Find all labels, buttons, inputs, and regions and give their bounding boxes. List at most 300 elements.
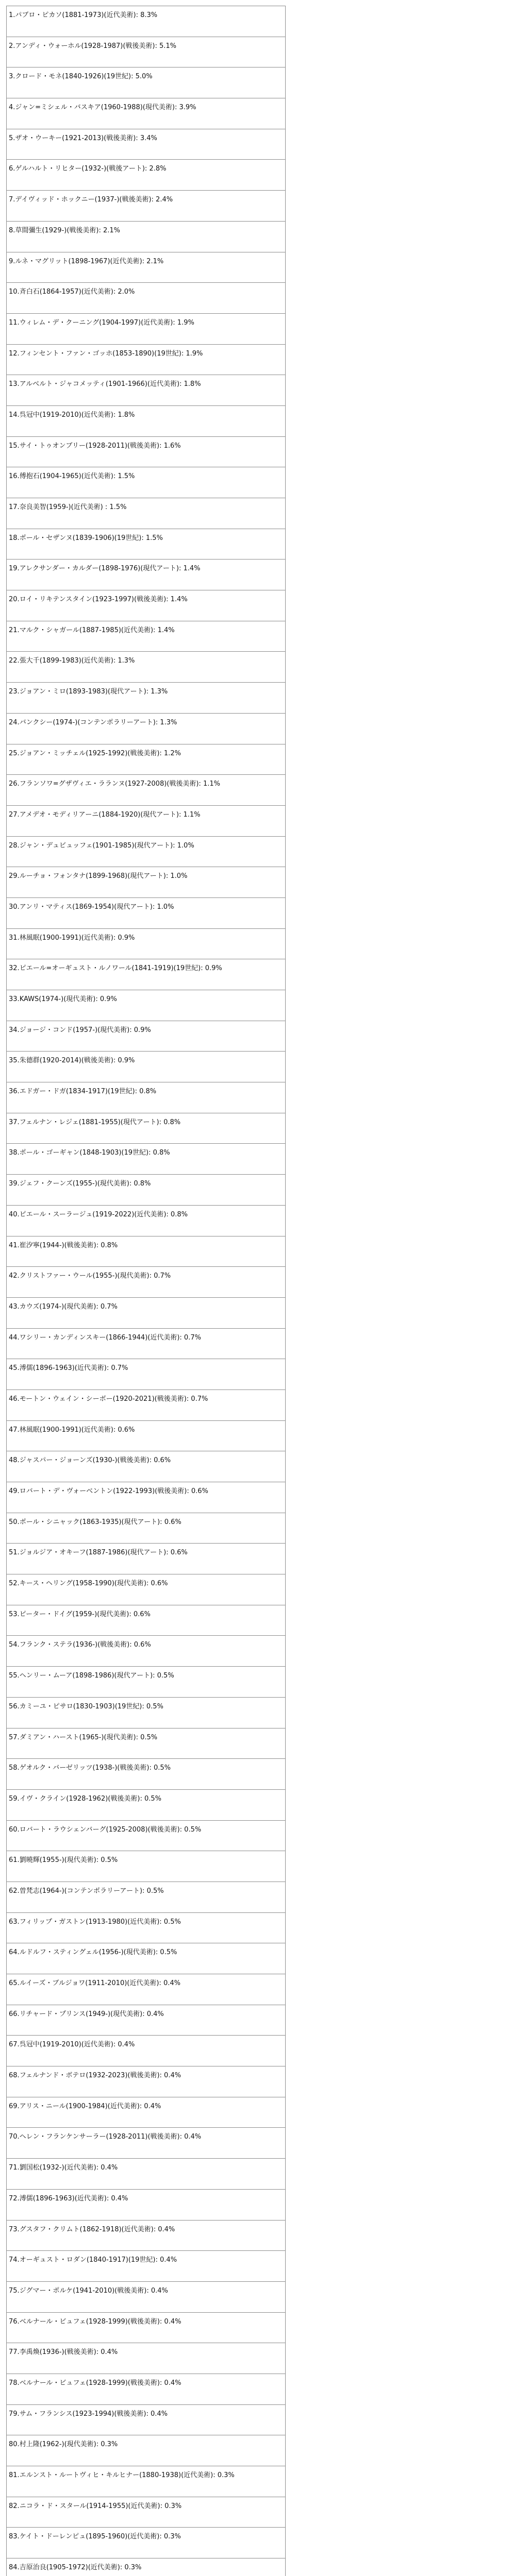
- ranking-row: [7, 467, 285, 498]
- ranking-row: [7, 1082, 285, 1113]
- rank-separator: .: [17, 1241, 20, 1249]
- rank-separator: .: [17, 1518, 20, 1526]
- rank-separator: .: [17, 2133, 20, 2141]
- rank-number: 11: [9, 318, 18, 327]
- rank-number: 62: [9, 1887, 18, 1895]
- rank-number: 12: [9, 349, 18, 358]
- artist-entry-text: アルベルト・ジャコメッティ(1901-1966)(近代美術): 1.8%: [19, 380, 201, 388]
- rank-separator: .: [17, 2441, 20, 2449]
- rank-number: 5: [9, 134, 13, 142]
- ranking-row: [7, 1636, 285, 1667]
- ranking-row: [7, 1667, 285, 1698]
- ranking-row: [7, 1329, 285, 1360]
- ranking-row: [7, 1021, 285, 1052]
- rank-number: 42: [9, 1272, 18, 1280]
- rank-number: 78: [9, 2379, 18, 2387]
- rank-separator: .: [13, 165, 15, 173]
- rank-separator: .: [17, 2072, 20, 2080]
- artist-entry-text: フェルナンド・ボテロ(1932-2023)(戦後美術): 0.4%: [19, 2072, 182, 2080]
- artist-entry-text: ジャン・デュビュッフェ(1901-1985)(現代アート): 1.0%: [19, 841, 194, 850]
- ranking-row: [7, 2190, 285, 2221]
- artist-entry-text: フランク・ステラ(1936-)(戦後美術): 0.6%: [19, 1641, 151, 1649]
- rank-number: 50: [9, 1518, 18, 1526]
- artist-entry-text: オーギュスト・ロダン(1840-1917)(19世紀): 0.4%: [19, 2256, 177, 2264]
- artist-entry-text: クロード・モネ(1840-1926)(19世紀): 5.0%: [15, 73, 153, 81]
- artist-entry-text: ピエール=オーギュスト・ルノワール(1841-1919)(19世紀): 0.9%: [19, 964, 222, 973]
- artist-entry-text: ピエール・スーラージュ(1919-2022)(近代美術): 0.8%: [19, 1210, 188, 1218]
- artist-entry-text: 奈良美智(1959-)(近代美術) : 1.5%: [19, 503, 127, 511]
- rank-separator: .: [17, 2010, 20, 2018]
- ranking-row: [7, 129, 285, 160]
- rank-separator: .: [17, 2102, 20, 2110]
- ranking-row: [7, 560, 285, 590]
- rank-number: 3: [9, 73, 13, 81]
- rank-number: 27: [9, 810, 18, 819]
- ranking-row: [7, 1482, 285, 1513]
- ranking-row: [7, 1267, 285, 1298]
- artist-entry-text: ヘレン・フランケンサーラー(1928-2011)(戦後美術): 0.4%: [19, 2133, 202, 2141]
- rank-number: 56: [9, 1702, 18, 1710]
- ranking-row: [7, 683, 285, 714]
- ranking-row: [7, 2313, 285, 2344]
- rank-number: 37: [9, 1118, 18, 1126]
- ranking-row: [7, 2497, 285, 2528]
- rank-separator: .: [13, 73, 15, 81]
- rank-separator: .: [17, 1610, 20, 1618]
- rank-separator: .: [17, 534, 20, 542]
- artist-entry-text: パブロ・ピカソ(1881-1973)(近代美術): 8.3%: [15, 11, 158, 19]
- rank-separator: .: [17, 934, 20, 942]
- ranking-row: [7, 990, 285, 1021]
- artist-entry-text: 呉冠中(1919-2010)(近代美術): 0.4%: [19, 2041, 135, 2049]
- rank-number: 31: [9, 934, 18, 942]
- artist-entry-text: ジョルジア・オキーフ(1887-1986)(現代アート): 0.6%: [19, 1549, 188, 1557]
- ranking-row: [7, 375, 285, 406]
- rank-separator: .: [17, 1918, 20, 1926]
- rank-number: 66: [9, 2010, 18, 2018]
- rank-separator: .: [17, 1272, 20, 1280]
- artist-entry-text: フランソワ=グザヴィエ・ラランヌ(1927-2008)(戦後美術): 1.1%: [19, 780, 220, 788]
- rank-separator: .: [17, 2317, 20, 2326]
- rank-separator: .: [17, 1487, 20, 1495]
- artist-entry-text: リチャード・プリンス(1949-)(現代美術): 0.4%: [19, 2010, 164, 2018]
- ranking-row: [7, 1759, 285, 1790]
- artist-entry-text: ニコラ・ド・スタール(1914-1955)(近代美術): 0.3%: [19, 2502, 182, 2510]
- ranking-row: [7, 2558, 285, 2576]
- ranking-row: [7, 959, 285, 990]
- rank-separator: .: [17, 288, 20, 296]
- rank-separator: .: [17, 688, 20, 696]
- artist-entry-text: モートン・ウェイン・シーボー(1920-2021)(戦後美術): 0.7%: [19, 1395, 208, 1403]
- rank-number: 13: [9, 380, 18, 388]
- rank-number: 80: [9, 2441, 18, 2449]
- ranking-row: [7, 1882, 285, 1913]
- rank-separator: .: [17, 2348, 20, 2357]
- rank-separator: .: [17, 718, 20, 726]
- artist-entry-text: アリス・ニール(1900-1984)(近代美術): 0.4%: [19, 2102, 161, 2110]
- rank-separator: .: [13, 134, 15, 142]
- rank-separator: .: [17, 1026, 20, 1034]
- artist-entry-text: ジグマー・ポルケ(1941-2010)(戦後美術): 0.4%: [19, 2286, 168, 2295]
- artist-entry-text: キース・ヘリング(1958-1990)(現代美術): 0.6%: [19, 1580, 168, 1588]
- rank-separator: .: [17, 1794, 20, 1803]
- rank-number: 43: [9, 1302, 18, 1311]
- ranking-row: [7, 837, 285, 868]
- rank-separator: .: [17, 1856, 20, 1865]
- ranking-row: [7, 37, 285, 68]
- rank-number: 44: [9, 1333, 18, 1342]
- rank-number: 41: [9, 1241, 18, 1249]
- rank-number: 4: [9, 104, 13, 112]
- rank-number: 59: [9, 1794, 18, 1803]
- ranking-row: [7, 1851, 285, 1882]
- rank-separator: .: [17, 1364, 20, 1372]
- artist-entry-text: アレクサンダー・カルダー(1898-1976)(現代アート): 1.4%: [19, 565, 201, 573]
- ranking-row: [7, 1052, 285, 1082]
- rank-number: 55: [9, 1672, 18, 1680]
- rank-number: 20: [9, 596, 18, 604]
- rank-separator: .: [17, 2471, 20, 2479]
- ranking-row: [7, 1359, 285, 1390]
- rank-separator: .: [17, 472, 20, 481]
- rank-number: 70: [9, 2133, 18, 2141]
- rank-separator: .: [17, 657, 20, 665]
- rank-separator: .: [17, 1825, 20, 1834]
- rank-number: 69: [9, 2102, 18, 2110]
- artist-entry-text: ゲオルク・バーゼリッツ(1938-)(戦後美術): 0.5%: [19, 1764, 171, 1772]
- ranking-row: [7, 1790, 285, 1821]
- artist-entry-text: カミーユ・ピサロ(1830-1903)(19世紀): 0.5%: [19, 1702, 163, 1710]
- artist-entry-text: フェルナン・レジェ(1881-1955)(現代アート): 0.8%: [19, 1118, 181, 1126]
- rank-number: 23: [9, 688, 18, 696]
- rank-number: 8: [9, 226, 13, 234]
- ranking-row: [7, 498, 285, 529]
- ranking-row: [7, 345, 285, 376]
- artist-entry-text: エルンスト・ルートヴィヒ・キルヒナー(1880-1938)(近代美術): 0.3%: [19, 2471, 235, 2479]
- ranking-row: [7, 775, 285, 806]
- rank-separator: .: [17, 2041, 20, 2049]
- rank-separator: .: [17, 810, 20, 819]
- rank-separator: .: [13, 104, 15, 112]
- ranking-row: [7, 529, 285, 560]
- ranking-row: [7, 2005, 285, 2036]
- ranking-row: [7, 1144, 285, 1175]
- ranking-row: [7, 1821, 285, 1852]
- artist-entry-text: カウズ(1974-)(現代美術): 0.7%: [19, 1302, 118, 1311]
- rank-number: 71: [9, 2164, 18, 2172]
- rank-separator: .: [17, 596, 20, 604]
- artist-entry-text: 斉白石(1864-1957)(近代美術): 2.0%: [19, 288, 135, 296]
- ranking-row: [7, 1974, 285, 2005]
- rank-separator: .: [17, 749, 20, 757]
- artist-entry-text: ワシリー・カンディンスキー(1866-1944)(近代美術): 0.7%: [19, 1333, 201, 1342]
- rank-number: 6: [9, 165, 13, 173]
- rank-number: 52: [9, 1580, 18, 1588]
- rank-separator: .: [17, 1733, 20, 1741]
- ranking-row: [7, 652, 285, 683]
- ranking-row: [7, 1113, 285, 1144]
- ranking-row: [7, 898, 285, 929]
- artist-ranking-list: [6, 6, 286, 2576]
- ranking-row: [7, 2159, 285, 2190]
- rank-number: 30: [9, 903, 18, 911]
- rank-number: 58: [9, 1764, 18, 1772]
- ranking-row: [7, 1698, 285, 1728]
- ranking-row: [7, 2282, 285, 2313]
- ranking-row: [7, 806, 285, 837]
- rank-separator: .: [17, 1549, 20, 1557]
- rank-separator: .: [17, 1580, 20, 1588]
- ranking-row: [7, 2343, 285, 2374]
- ranking-row: [7, 1513, 285, 1544]
- rank-number: 19: [9, 565, 18, 573]
- rank-separator: .: [17, 565, 20, 573]
- ranking-row: [7, 314, 285, 345]
- rank-number: 7: [9, 196, 13, 204]
- artist-entry-text: 傅抱石(1904-1965)(近代美術): 1.5%: [19, 472, 135, 481]
- rank-separator: .: [13, 42, 15, 50]
- rank-number: 68: [9, 2072, 18, 2080]
- rank-number: 1: [9, 11, 13, 19]
- rank-separator: .: [17, 1395, 20, 1403]
- rank-separator: .: [17, 1180, 20, 1188]
- rank-number: 25: [9, 749, 18, 757]
- rank-number: 47: [9, 1426, 18, 1434]
- rank-separator: .: [17, 1979, 20, 1987]
- artist-entry-text: 草間彌生(1929-)(戦後美術): 2.1%: [15, 226, 121, 234]
- rank-number: 83: [9, 2533, 18, 2541]
- rank-separator: .: [17, 995, 20, 1003]
- ranking-row: [7, 1451, 285, 1482]
- rank-number: 73: [9, 2225, 18, 2233]
- artist-entry-text: ルネ・マグリット(1898-1967)(近代美術): 2.1%: [15, 257, 164, 265]
- ranking-row: [7, 590, 285, 621]
- rank-separator: .: [17, 964, 20, 973]
- artist-entry-text: ウィレム・デ・クーニング(1904-1997)(近代美術): 1.9%: [19, 318, 194, 327]
- artist-entry-text: 曽梵志(1964-)(コンテンポラリーアート): 0.5%: [19, 1887, 164, 1895]
- artist-entry-text: ロバート・ラウシェンバーグ(1925-2008)(戦後美術): 0.5%: [19, 1825, 202, 1834]
- ranking-row: [7, 1574, 285, 1605]
- artist-entry-text: 崔汐寧(1944-)(戦後美術): 0.8%: [19, 1241, 118, 1249]
- rank-separator: .: [17, 841, 20, 850]
- rank-number: 29: [9, 872, 18, 880]
- rank-number: 84: [9, 2564, 18, 2572]
- artist-entry-text: 劉曉輝(1955-)(現代美術): 0.5%: [19, 1856, 118, 1865]
- rank-number: 16: [9, 472, 18, 481]
- artist-entry-text: 村上隆(1962-)(現代美術): 0.3%: [19, 2441, 118, 2449]
- artist-entry-text: 林風眠(1900-1991)(近代美術): 0.9%: [19, 934, 135, 942]
- artist-entry-text: 李禹煥(1936-)(戦後美術): 0.4%: [19, 2348, 118, 2357]
- ranking-row: [7, 98, 285, 129]
- rank-number: 38: [9, 1149, 18, 1157]
- rank-separator: .: [17, 626, 20, 634]
- rank-number: 46: [9, 1395, 18, 1403]
- ranking-row: [7, 2128, 285, 2159]
- artist-entry-text: フィリップ・ガストン(1913-1980)(近代美術): 0.5%: [19, 1918, 181, 1926]
- rank-number: 40: [9, 1210, 18, 1218]
- rank-number: 35: [9, 1057, 18, 1065]
- artist-entry-text: ジョアン・ミロ(1893-1983)(現代アート): 1.3%: [19, 688, 168, 696]
- rank-separator: .: [17, 1210, 20, 1218]
- rank-number: 79: [9, 2410, 18, 2418]
- artist-entry-text: ジョアン・ミッチェル(1925-1992)(戦後美術): 1.2%: [19, 749, 181, 757]
- rank-separator: .: [13, 196, 15, 204]
- rank-separator: .: [17, 2225, 20, 2233]
- ranking-row: [7, 160, 285, 191]
- artist-entry-text: クリストファー・ウール(1955-)(現代美術): 0.7%: [19, 1272, 171, 1280]
- ranking-row: [7, 1913, 285, 1944]
- ranking-row: [7, 929, 285, 960]
- rank-number: 49: [9, 1487, 18, 1495]
- rank-number: 17: [9, 503, 18, 511]
- ranking-row: [7, 2435, 285, 2466]
- rank-separator: .: [17, 903, 20, 911]
- ranking-row: [7, 1544, 285, 1574]
- rank-separator: .: [17, 1118, 20, 1126]
- rank-number: 75: [9, 2286, 18, 2295]
- artist-entry-text: 溥儒(1896-1963)(近代美術): 0.4%: [19, 2194, 128, 2202]
- artist-entry-text: ルドルフ・スティングェル(1956-)(現代美術): 0.5%: [19, 1948, 177, 1957]
- rank-number: 77: [9, 2348, 18, 2357]
- rank-separator: .: [17, 503, 20, 511]
- ranking-row: [7, 1421, 285, 1452]
- artist-entry-text: ゲルハルト・リヒター(1932-)(戦後アート): 2.8%: [15, 165, 167, 173]
- rank-number: 45: [9, 1364, 18, 1372]
- artist-entry-text: ジャスパー・ジョーンズ(1930-)(戦後美術): 0.6%: [19, 1456, 171, 1465]
- rank-separator: .: [17, 872, 20, 880]
- ranking-row: [7, 191, 285, 222]
- rank-separator: .: [17, 2286, 20, 2295]
- rank-number: 2: [9, 42, 13, 50]
- artist-entry-text: ポール・シニャック(1863-1935)(現代アート): 0.6%: [19, 1518, 182, 1526]
- artist-entry-text: ポール・セザンヌ(1839-1906)(19世紀): 1.5%: [19, 534, 163, 542]
- rank-number: 39: [9, 1180, 18, 1188]
- rank-number: 81: [9, 2471, 18, 2479]
- rank-number: 82: [9, 2502, 18, 2510]
- ranking-row: [7, 2466, 285, 2497]
- rank-number: 57: [9, 1733, 18, 1741]
- ranking-row: [7, 1605, 285, 1636]
- artist-entry-text: アンリ・マティス(1869-1954)(現代アート): 1.0%: [19, 903, 174, 911]
- rank-number: 64: [9, 1948, 18, 1957]
- rank-separator: .: [17, 2164, 20, 2172]
- rank-separator: .: [17, 1672, 20, 1680]
- ranking-row: [7, 621, 285, 652]
- rank-separator: .: [17, 2194, 20, 2202]
- rank-number: 65: [9, 1979, 18, 1987]
- rank-number: 14: [9, 411, 18, 419]
- rank-separator: .: [17, 1456, 20, 1465]
- ranking-row: [7, 2036, 285, 2066]
- artist-entry-text: ルーチョ・フォンタナ(1899-1968)(現代アート): 1.0%: [19, 872, 188, 880]
- rank-separator: .: [17, 349, 20, 358]
- artist-entry-text: ロイ・リキテンスタイン(1923-1997)(戦後美術): 1.4%: [19, 596, 188, 604]
- artist-entry-text: サム・フランシス(1923-1994)(戦後美術): 0.4%: [19, 2410, 168, 2418]
- rank-separator: .: [17, 2256, 20, 2264]
- rank-number: 15: [9, 442, 18, 450]
- rank-number: 74: [9, 2256, 18, 2264]
- ranking-row: [7, 1298, 285, 1329]
- ranking-row: [7, 437, 285, 468]
- ranking-row: [7, 67, 285, 98]
- artist-entry-text: ベルナール・ビュフェ(1928-1999)(戦後美術): 0.4%: [19, 2317, 182, 2326]
- rank-separator: .: [17, 2502, 20, 2510]
- ranking-row: [7, 1390, 285, 1421]
- rank-number: 61: [9, 1856, 18, 1865]
- ranking-row: [7, 283, 285, 314]
- rank-separator: .: [17, 1641, 20, 1649]
- rank-separator: .: [17, 1088, 20, 1096]
- rank-separator: .: [17, 2410, 20, 2418]
- rank-number: 26: [9, 780, 18, 788]
- ranking-row: [7, 867, 285, 898]
- ranking-row: [7, 1175, 285, 1206]
- artist-entry-text: ザオ・ウーキー(1921-2013)(戦後美術): 3.4%: [15, 134, 157, 142]
- rank-separator: .: [17, 1149, 20, 1157]
- rank-number: 33: [9, 995, 18, 1003]
- ranking-row: [7, 2221, 285, 2251]
- rank-separator: .: [17, 442, 20, 450]
- artist-entry-text: ベルナール・ビュフェ(1928-1999)(戦後美術): 0.4%: [19, 2379, 182, 2387]
- ranking-row: [7, 744, 285, 775]
- rank-separator: .: [17, 1426, 20, 1434]
- rank-separator: .: [17, 1948, 20, 1957]
- artist-entry-text: イヴ・クライン(1928-1962)(戦後美術): 0.5%: [19, 1794, 161, 1803]
- artist-entry-text: KAWS(1974-)(現代美術): 0.9%: [19, 995, 117, 1003]
- ranking-row: [7, 1943, 285, 1974]
- rank-number: 63: [9, 1918, 18, 1926]
- ranking-row: [7, 2066, 285, 2097]
- rank-number: 60: [9, 1825, 18, 1834]
- rank-number: 76: [9, 2317, 18, 2326]
- rank-separator: .: [17, 318, 20, 327]
- artist-entry-text: 劉国松(1932-)(近代美術): 0.4%: [19, 2164, 118, 2172]
- rank-number: 36: [9, 1088, 18, 1096]
- artist-entry-text: ピーター・ドイグ(1959-)(現代美術): 0.6%: [19, 1610, 151, 1618]
- ranking-row: [7, 2405, 285, 2436]
- rank-separator: .: [13, 11, 15, 19]
- rank-separator: .: [17, 1702, 20, 1710]
- rank-separator: .: [17, 1333, 20, 1342]
- artist-entry-text: 吉原治良(1905-1972)(近代美術): 0.3%: [19, 2564, 142, 2572]
- rank-number: 67: [9, 2041, 18, 2049]
- artist-entry-text: ジェフ・クーンズ(1955-)(現代美術): 0.8%: [19, 1180, 151, 1188]
- artist-entry-text: マルク・シャガール(1887-1985)(近代美術): 1.4%: [19, 626, 175, 634]
- rank-separator: .: [17, 780, 20, 788]
- ranking-row: [7, 2097, 285, 2128]
- rank-separator: .: [17, 1057, 20, 1065]
- artist-entry-text: ケイト・ドーレンピュ(1895-1960)(近代美術): 0.3%: [19, 2533, 181, 2541]
- rank-number: 18: [9, 534, 18, 542]
- artist-entry-text: アンディ・ウォーホル(1928-1987)(戦後美術): 5.1%: [15, 42, 177, 50]
- artist-entry-text: 呉冠中(1919-2010)(近代美術): 1.8%: [19, 411, 135, 419]
- artist-entry-text: ポール・ゴーギャン(1848-1903)(19世紀): 0.8%: [19, 1149, 170, 1157]
- rank-number: 28: [9, 841, 18, 850]
- artist-entry-text: 溥儒(1896-1963)(近代美術): 0.7%: [19, 1364, 128, 1372]
- ranking-row: [7, 252, 285, 283]
- artist-entry-text: フィンセント・ファン・ゴッホ(1853-1890)(19世紀): 1.9%: [19, 349, 203, 358]
- ranking-row: [7, 406, 285, 437]
- rank-separator: .: [17, 380, 20, 388]
- rank-number: 24: [9, 718, 18, 726]
- rank-number: 21: [9, 626, 18, 634]
- ranking-row: [7, 6, 285, 37]
- rank-number: 9: [9, 257, 13, 265]
- artist-entry-text: 林風眠(1900-1991)(近代美術): 0.6%: [19, 1426, 135, 1434]
- rank-separator: .: [17, 2533, 20, 2541]
- rank-separator: .: [17, 2379, 20, 2387]
- ranking-row: [7, 2374, 285, 2405]
